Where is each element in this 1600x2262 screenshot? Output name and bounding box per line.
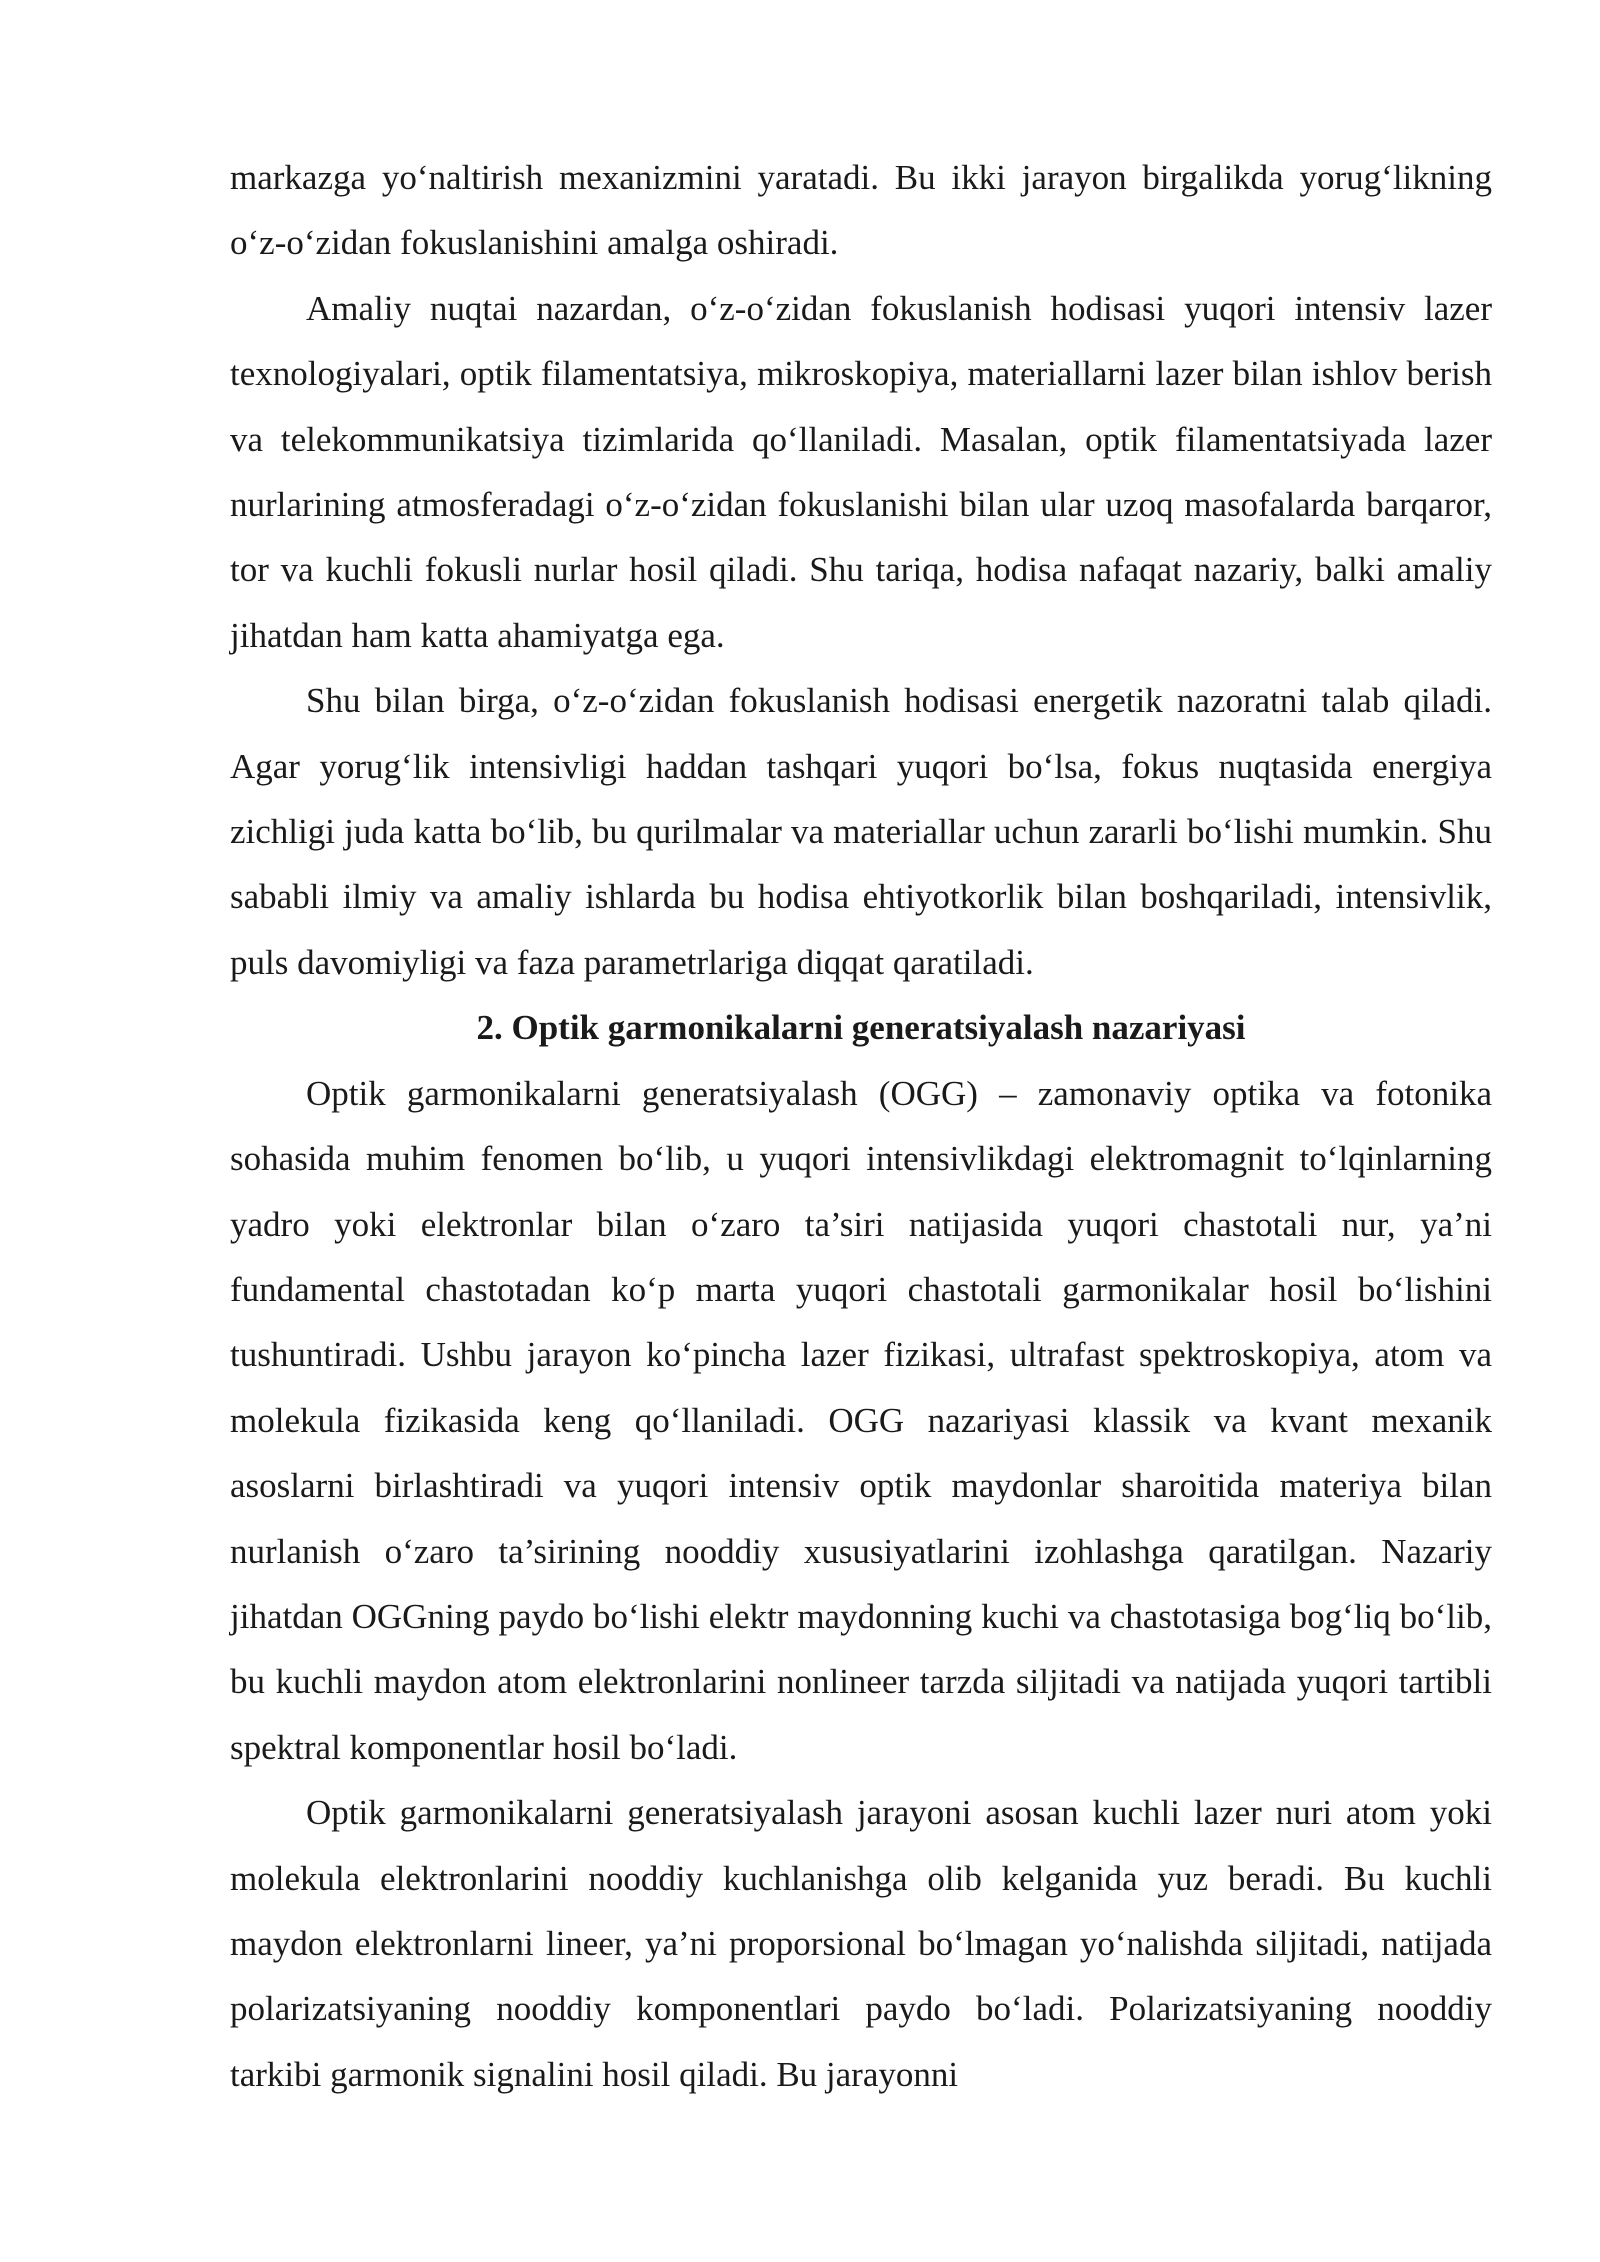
paragraph-intro-continuation: markazga yo‘naltirish mexanizmini yaratadi. Bu ikki jarayon birgalikda yorug‘likning o‘z-o‘zidan fokuslanishini amalga oshiradi. xyxy=(230,158,1492,263)
paragraph-practical-applications: Amaliy nuqtai nazardan, o‘z-o‘zidan fokuslanish hodisasi yuqori intensiv lazer texnologiyalari, optik filamentatsiya, mikroskopiya, materiallarni lazer bilan ishlov berish va telekommunikatsiya tizimlarida qo‘llaniladi. Masalan, optik filamentatsiyada lazer nurlarining atmosferadagi o‘z-o‘zidan fokuslanishi bilan ular uzoq masofalarda barqaror, tor va kuchli fokusli nurlar hosil qiladi. Shu tariqa, hodisa nafaqat nazariy, balki amaliy jihatdan ham katta ahamiyatga ega. xyxy=(230,288,1492,655)
document-page xyxy=(230,145,1492,2107)
paragraph-ogg-process: Optik garmonikalarni generatsiyalash jarayoni asosan kuchli lazer nuri atom yoki molekula elektronlarini nooddiy kuchlanishga olib kelganida yuz beradi. Bu kuchli maydon elektronlarni lineer, ya’ni proporsional bo‘lmagan yo‘nalishda siljitadi, natijada polarizatsiyaning nooddiy komponentlari paydo bo‘ladi. Polarizatsiyaning nooddiy tarkibi garmonik signalini hosil qiladi. Bu jarayonni xyxy=(230,1793,1492,2094)
paragraph-energy-control: Shu bilan birga, o‘z-o‘zidan fokuslanish hodisasi energetik nazoratni talab qiladi. Agar yorug‘lik intensivligi haddan tashqari yuqori bo‘lsa, fokus nuqtasida energiya zichligi juda katta bo‘lib, bu qurilmalar va materiallar uchun zararli bo‘lishi mumkin. Shu sababli ilmiy va amaliy ishlarda bu hodisa ehtiyotkorlik bilan boshqariladi, intensivlik, puls davomiyligi va faza parametrlariga diqqat qaratiladi. xyxy=(230,681,1492,982)
paragraph-ogg-definition: Optik garmonikalarni generatsiyalash (OGG) – zamonaviy optika va fotonika sohasida muhim fenomen bo‘lib, u yuqori intensivlikdagi elektromagnit to‘lqinlarning yadro yoki elektronlar bilan o‘zaro ta’siri natijasida yuqori chastotali nur, ya’ni fundamental chastotadan ko‘p marta yuqori chastotali garmonikalar hosil bo‘lishini tushuntiradi. Ushbu jarayon ko‘pincha lazer fizikasi, ultrafast spektroskopiya, atom va molekula fizikasida keng qo‘llaniladi. OGG nazariyasi klassik va kvant mexanik asoslarni birlashtiradi va yuqori intensiv optik maydonlar sharoitida materiya bilan nurlanish o‘zaro ta’sirining nooddiy xususiyatlarini izohlashga qaratilgan. Nazariy jihatdan OGGning paydo bo‘lishi elektr maydonning kuchi va chastotasiga bog‘liq bo‘lib, bu kuchli maydon atom elektronlarini nonlineer tarzda siljitadi va natijada yuqori tartibli spektral komponentlar hosil bo‘ladi. xyxy=(230,1073,1492,1767)
section-heading: 2. Optik garmonikalarni generatsiyalash nazariyasi xyxy=(476,1008,1246,1048)
